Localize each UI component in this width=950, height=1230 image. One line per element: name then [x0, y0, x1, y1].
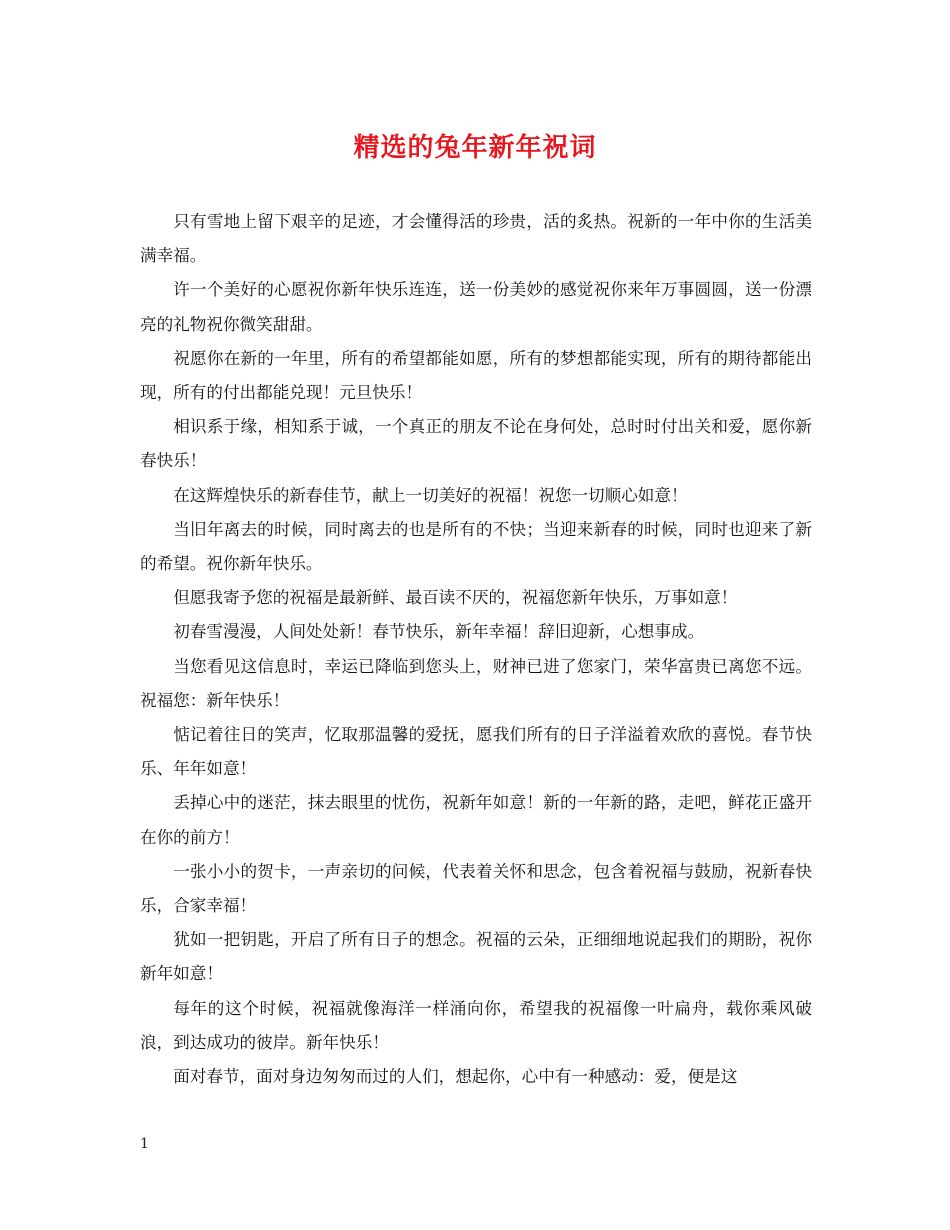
paragraph: 丢掉心中的迷茫，抹去眼里的忧伤，祝新年如意！新的一年新的路，走吧，鲜花正盛开在你的前方！ — [140, 793, 812, 847]
paragraph: 每年的这个时候，祝福就像海洋一样涌向你，希望我的祝福像一叶扁舟，载你乘风破浪，到达成功的彼岸。新年快乐！ — [140, 998, 812, 1052]
paragraph: 面对春节，面对身边匆匆而过的人们，想起你，心中有一种感动：爱，便是这 — [173, 1067, 738, 1087]
paragraph: 一张小小的贺卡，一声亲切的问候，代表着关怀和思念，包含着祝福与鼓励，祝新春快乐，合家幸福！ — [140, 861, 812, 916]
paragraph: 当旧年离去的时候，同时离去的也是所有的不快；当迎来新春的时候，同时也迎来了新的希望。祝你新年快乐。 — [140, 519, 812, 574]
document-body — [140, 205, 812, 1094]
paragraph: 相识系于缘，相知系于诚，一个真正的朋友不论在身何处，总时时付出关和爱，愿你新春快乐！ — [140, 417, 812, 471]
paragraph: 在这辉煌快乐的新春佳节，献上一切美好的祝福！祝您一切顺心如意！ — [173, 485, 688, 505]
paragraph: 只有雪地上留下艰辛的足迹，才会懂得活的珍贵，活的炙热。祝新的一年中你的生活美满幸福。 — [140, 212, 812, 266]
paragraph: 初春雪漫漫，人间处处新！春节快乐，新年幸福！辞旧迎新，心想事成。 — [173, 622, 705, 642]
document-title: 精选的兔年新年祝词 — [353, 133, 597, 163]
paragraph: 许一个美好的心愿祝你新年快乐连连，送一份美妙的感觉祝你来年万事圆圆，送一份漂亮的礼物祝你微笑甜甜。 — [140, 280, 812, 334]
paragraph: 惦记着往日的笑声，忆取那温馨的爱抚，愿我们所有的日子洋溢着欢欣的喜悦。春节快乐、年年如意！ — [140, 725, 812, 779]
paragraph: 祝愿你在新的一年里，所有的希望都能如愿，所有的梦想都能实现，所有的期待都能出现，所有的付出都能兑现！元旦快乐！ — [140, 348, 812, 403]
page-number: 1 — [140, 1136, 149, 1152]
paragraph: 当您看见这信息时，幸运已降临到您头上，财神已进了您家门，荣华富贵已离您不远。祝福您：新年快乐！ — [140, 656, 812, 710]
paragraph: 犹如一把钥匙，开启了所有日子的想念。祝福的云朵，正细细地说起我们的期盼，祝你新年如意！ — [140, 930, 812, 984]
paragraph: 但愿我寄予您的祝福是最新鲜、最百读不厌的，祝福您新年快乐，万事如意！ — [173, 588, 738, 608]
